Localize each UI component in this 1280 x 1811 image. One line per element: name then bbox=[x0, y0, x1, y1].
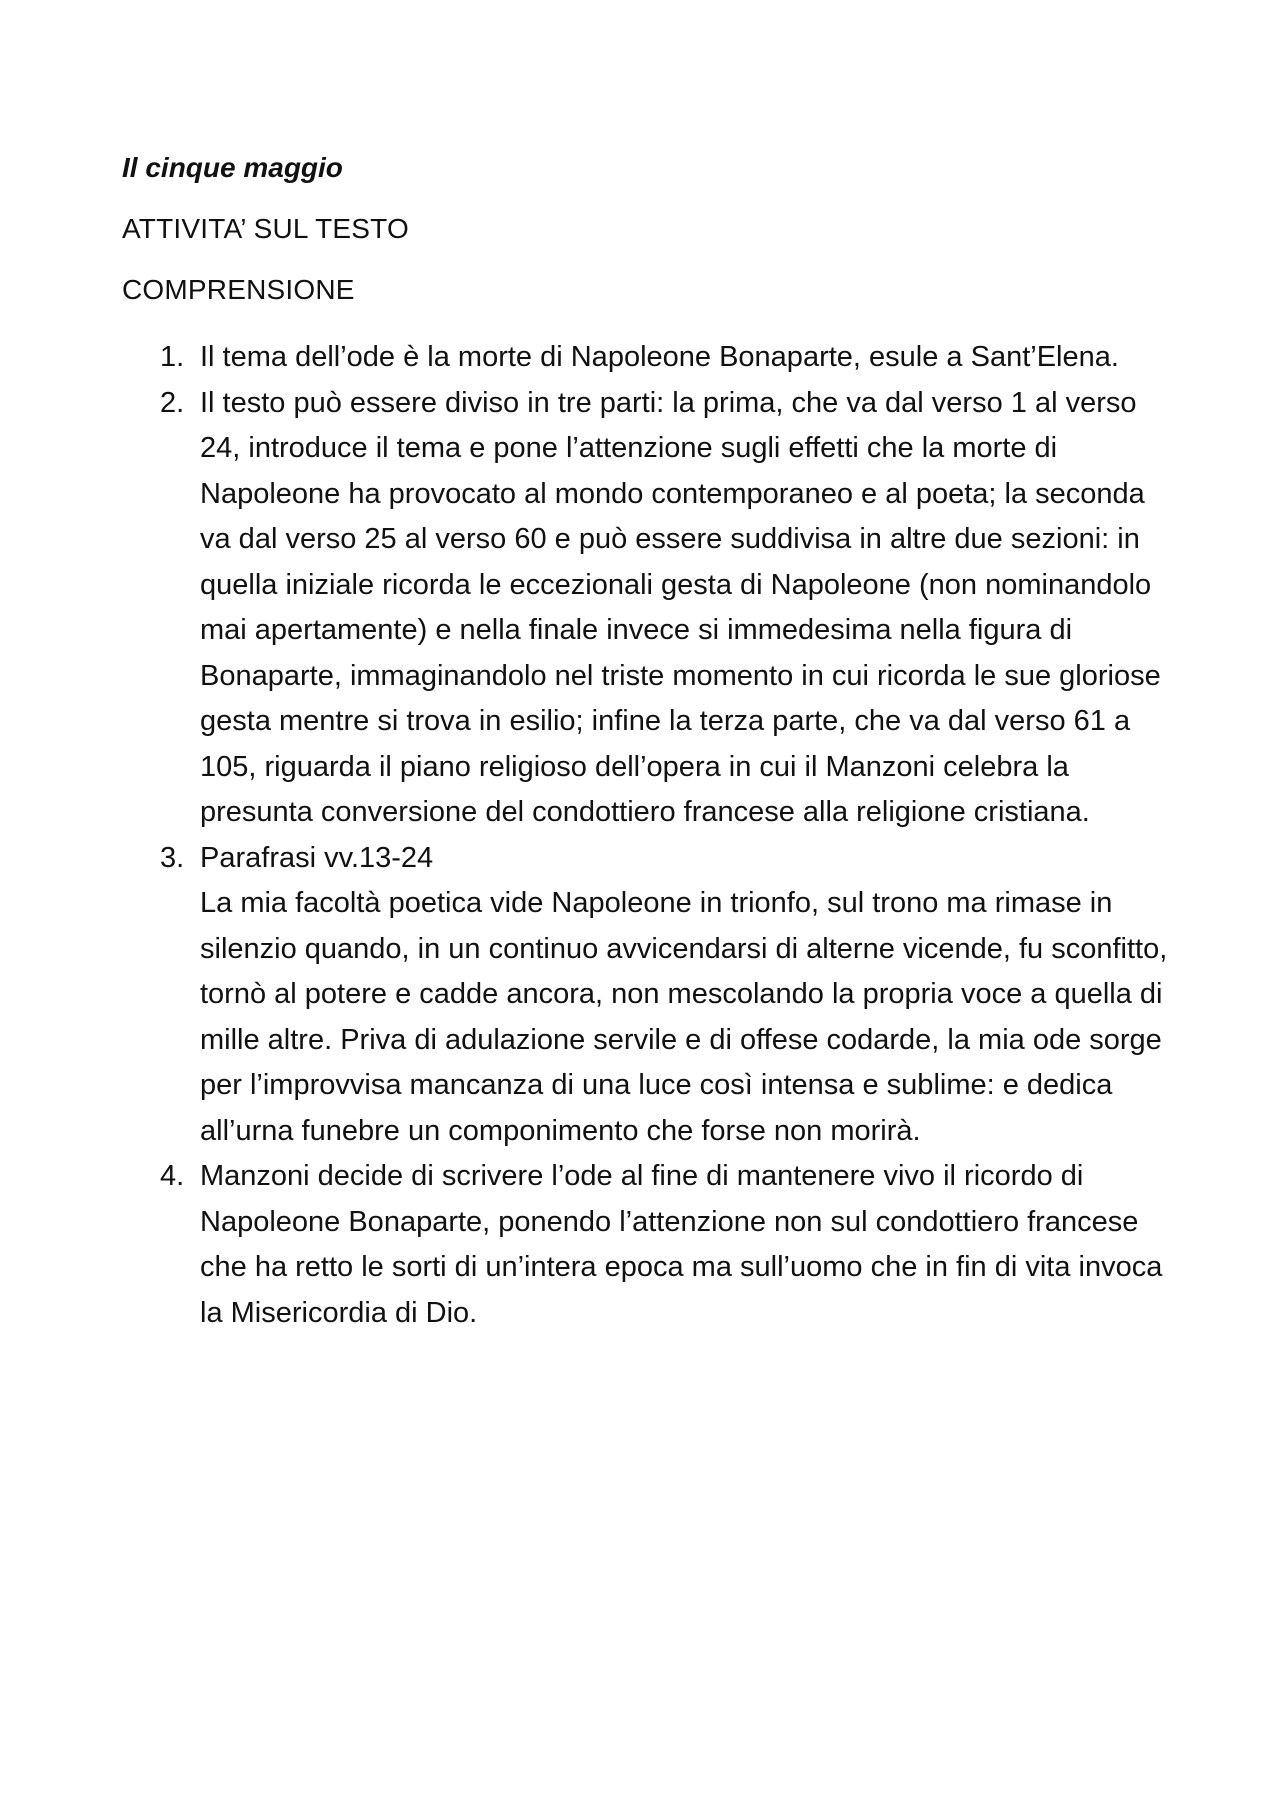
list-number: 2. bbox=[160, 386, 185, 419]
numbered-list bbox=[122, 335, 1172, 1336]
document-body bbox=[122, 150, 1172, 1336]
list-item-label: Parafrasi vv.13-24 bbox=[200, 841, 434, 874]
document-title: Il cinque maggio bbox=[122, 152, 343, 183]
list-item-1 bbox=[122, 335, 1172, 381]
list-number: 4. bbox=[160, 1160, 185, 1192]
list-item-4 bbox=[122, 1154, 1172, 1336]
list-number: 1. bbox=[160, 341, 185, 373]
section-heading: ATTIVITA’ SUL TESTO bbox=[122, 213, 409, 244]
subsection-heading: COMPRENSIONE bbox=[122, 274, 355, 305]
list-item-3 bbox=[122, 836, 1172, 1155]
list-item-text: Manzoni decide di scrivere l’ode al fine di mantenere vivo il ricordo di Napoleone Bonaparte, ponendo l’attenzione non sul condottiero francese che ha retto le sorti di un’intera epoca ma sull’uomo che in fin di vita invoca la Misericordia di Dio. bbox=[200, 1160, 1163, 1329]
list-item-2 bbox=[122, 381, 1172, 836]
list-number: 3. bbox=[160, 841, 185, 874]
list-item-text: La mia facoltà poetica vide Napoleone in trionfo, sul trono ma rimase in silenzio quando, in un continuo avvicendarsi di alterne vicende, fu sconfitto, tornò al potere e cadde ancora, non mescolando la propria voce a quella di mille altre. Priva di adulazione servile e di offese codarde, la mia ode sorge per l’improvvisa mancanza di una luce così intensa e sublime: e dedica all’urna funebre un componimento che forse non morirà. bbox=[200, 887, 1168, 1147]
list-item-text: Il testo può essere diviso in tre parti: la prima, che va dal verso 1 al verso 24, introduce il tema e pone l’attenzione sugli effetti che la morte di Napoleone ha provocato al mondo contemporaneo e al poeta; la seconda va dal verso 25 al verso 60 e può essere suddivisa in altre due sezioni: in quella iniziale ricorda le eccezionali gesta di Napoleone (non nominandolo mai apertamente) e nella finale invece si immedesima nella figura di Bonaparte, immaginandolo nel triste momento in cui ricorda le sue gloriose gesta mentre si trova in esilio; infine la terza parte, che va dal verso 61 a 105, riguarda il piano religioso dell’opera in cui il Manzoni celebra la presunta conversione del condottiero francese alla religione cristiana. bbox=[200, 386, 1161, 828]
list-item-text: Il tema dell’ode è la morte di Napoleone Bonaparte, esule a Sant’Elena. bbox=[200, 341, 1119, 373]
